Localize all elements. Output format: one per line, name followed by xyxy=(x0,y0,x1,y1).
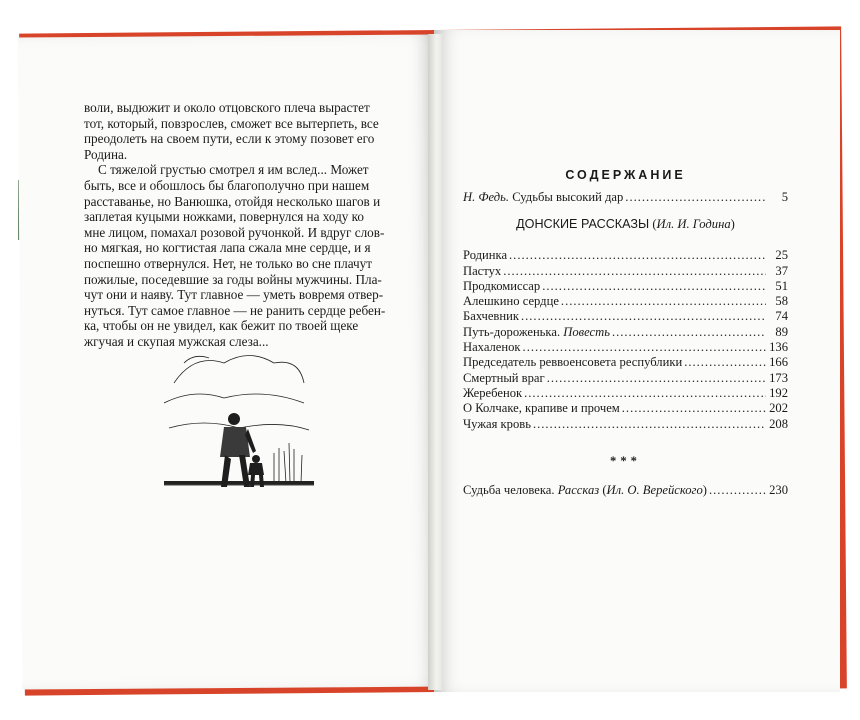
section-heading: ДОНСКИЕ РАССКАЗЫ (Ил. И. Година) xyxy=(516,217,735,232)
toc-entry xyxy=(463,355,788,370)
toc-entry-title: Судьбы высокий дар xyxy=(512,190,624,204)
toc-entry xyxy=(463,417,788,432)
toc-entry xyxy=(463,325,788,340)
toc-page-number: 208 xyxy=(769,416,788,431)
dot-leader xyxy=(542,279,766,294)
text-line: быть, все и обошлось бы благополучно при нашем xyxy=(84,177,370,193)
toc-entry xyxy=(463,401,788,416)
text-line: нуться. Тут самое главное — не ранить сердце ребен- xyxy=(84,302,386,318)
section-title: ДОНСКИЕ РАССКАЗЫ xyxy=(516,217,650,232)
text-line: поспешно отвернулся. Нет, не только во сне плачут xyxy=(84,255,373,271)
toc-final-entry: Судьба человека. Рассказ (Ил. О. Верейского) ..... 230 xyxy=(463,483,788,498)
text-line: С тяжелой грустью смотрел я им вслед... Может xyxy=(98,162,369,178)
toc-entry-title: Судьба человека. xyxy=(463,482,555,497)
dot-leader xyxy=(547,371,766,386)
toc-entry-title: Чужая кровь xyxy=(463,416,531,431)
text-line: расставанье, но Ванюшка, отойдя несколько шагов и xyxy=(84,193,381,209)
dot-leader xyxy=(684,355,766,370)
toc-entry xyxy=(463,294,788,309)
toc-page-number: 89 xyxy=(775,324,788,339)
toc-page-number: 230 xyxy=(769,482,788,497)
toc-page-number: 173 xyxy=(769,370,788,385)
dot-leader xyxy=(523,340,766,355)
section-separator: *** xyxy=(610,453,641,468)
paragraph xyxy=(84,162,400,349)
text-line: тот, который, повзрослев, сможет все вытерпеть, все xyxy=(84,115,379,131)
toc-entry xyxy=(463,309,788,324)
illustration-man-and-boy xyxy=(164,343,314,503)
dot-leader xyxy=(709,483,766,498)
section-illustrator: Ил. И. Година xyxy=(656,217,731,232)
dot-leader xyxy=(612,325,766,340)
toc-page-number: 51 xyxy=(775,278,788,293)
toc-entry-title: Родинка xyxy=(463,248,508,263)
dot-leader xyxy=(533,417,766,432)
text-line: ка, чтобы он не увидел, как бежит по твоей щеке xyxy=(84,318,359,334)
toc-entry xyxy=(463,264,788,279)
table-of-contents xyxy=(463,168,788,498)
text-line: пожилые, поседевшие за годы войны мужчины. Пла- xyxy=(84,271,382,287)
toc-page-number: 25 xyxy=(775,248,788,263)
toc-entry-title: Алешкино сердце xyxy=(463,294,559,309)
dot-leader xyxy=(503,264,766,279)
dot-leader xyxy=(509,248,766,263)
toc-entry-title: Бахчевник xyxy=(463,309,519,324)
text-line: воли, выдюжит и около отцовского плеча вырастет xyxy=(84,100,370,115)
toc-entry xyxy=(463,371,788,386)
toc-entry-title: Путь-дороженька. xyxy=(463,324,561,339)
book-gutter xyxy=(428,34,442,690)
toc-entry-genre: Рассказ xyxy=(557,482,600,497)
toc-intro-entry xyxy=(463,190,788,205)
text-line: преодолеть на своем пути, если к этому позовет его xyxy=(84,131,375,147)
toc-author: Н. Федь. xyxy=(463,190,510,204)
toc-entry-title: Нахаленок xyxy=(463,340,521,355)
text-line: жгучая и скупая мужская слеза... xyxy=(84,333,269,349)
dot-leader xyxy=(524,386,766,401)
toc-entry xyxy=(463,340,788,355)
text-line: чут они и наяву. Тут главное — уметь вовремя отвер- xyxy=(84,287,384,303)
toc-entry-genre: Повесть xyxy=(563,324,610,339)
toc-page-number: 5 xyxy=(781,190,788,204)
toc-page-number: 37 xyxy=(775,263,788,278)
story-text xyxy=(84,100,400,350)
toc-entry-title: Смертный враг xyxy=(463,370,545,385)
toc-title: СОДЕРЖАНИЕ xyxy=(565,168,686,182)
toc-entry xyxy=(463,386,788,401)
toc-entry-title: Председатель реввоенсовета республики xyxy=(463,355,683,370)
paragraph xyxy=(84,100,400,162)
dot-leader xyxy=(625,190,766,205)
text-line: Родина. xyxy=(84,146,128,162)
toc-entry-title: Жеребенок xyxy=(463,385,523,400)
toc-entry-title: О Колчаке, крапиве и прочем xyxy=(463,401,620,416)
dot-leader xyxy=(521,309,766,324)
dot-leader xyxy=(561,294,766,309)
toc-page-number: 166 xyxy=(769,355,788,370)
toc-page-number: 202 xyxy=(769,401,788,416)
toc-page-number: 136 xyxy=(769,340,788,355)
text-line: но мягкая, но когтистая лапа сжала мне сердце, и я xyxy=(84,240,371,256)
text-line: заплетая куцыми ножками, повернулся на ходу ко xyxy=(84,209,364,225)
toc-page-number: 192 xyxy=(769,385,788,400)
toc-entry xyxy=(463,279,788,294)
toc-page-number: 58 xyxy=(775,294,788,309)
toc-entry-title: Продкомиссар xyxy=(463,278,541,293)
toc-page-number: 74 xyxy=(775,309,788,324)
dot-leader xyxy=(622,401,766,416)
toc-entry-title: Пастух xyxy=(463,263,502,278)
toc-entry xyxy=(463,248,788,263)
text-line: мне лицом, помахал розовой ручонкой. И вдруг слов- xyxy=(84,224,385,240)
toc-entry-illustrator: Ил. О. Верейского xyxy=(606,482,703,497)
